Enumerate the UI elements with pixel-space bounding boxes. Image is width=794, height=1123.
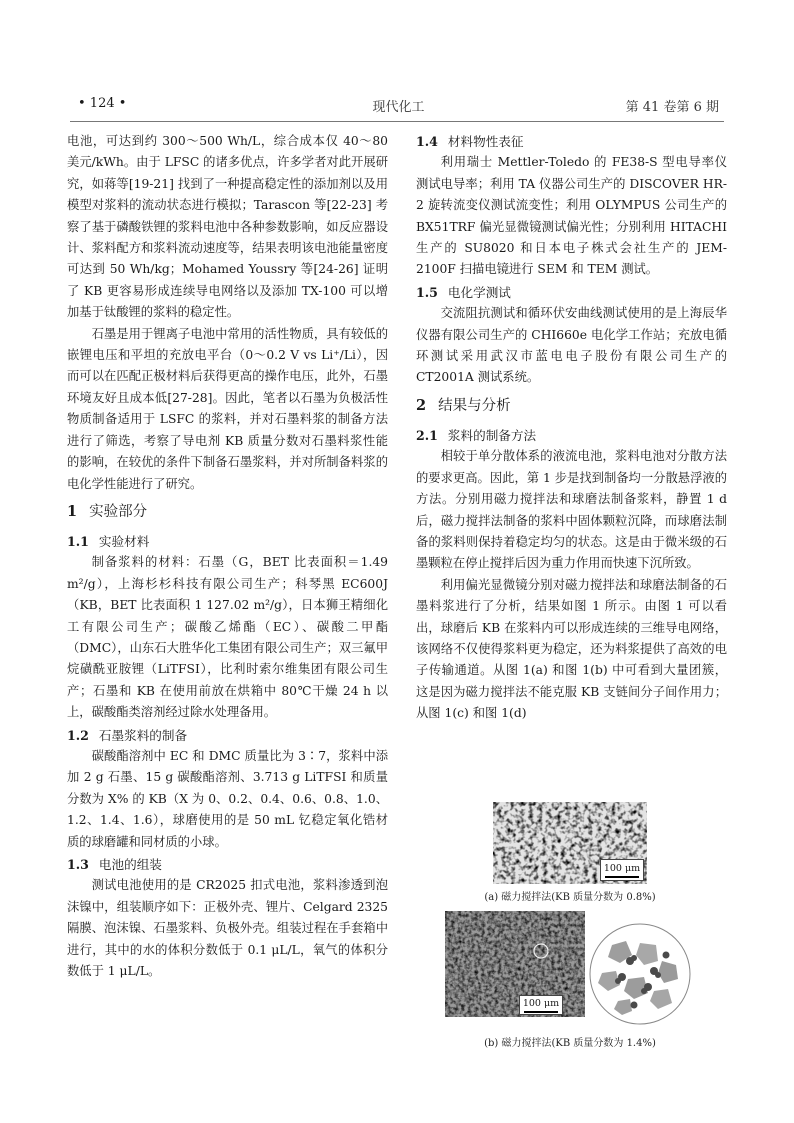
right-column [416, 131, 727, 725]
left-column [67, 131, 388, 982]
slurry-prep-paragraph: 碳酸酯溶剂中 EC 和 DMC 质量比为 3∶7，浆料中添加 2 g 石墨、15 g 碳酸酯溶剂、3.713 g LiTFSI 和质量分数为 X% 的 KB（X 为 0、0.2、0.4、0.6、0.8、1.0、1.2、1.4、1.6），球磨使用的是 50 mL 钇稳定氧化锆材质的球磨罐和同材质的小球。 [67, 748, 388, 849]
section-1-4-heading: 1.4 材料物性表征 [416, 134, 524, 149]
materials-paragraph: 制备浆料的材料：石墨（G，BET 比表面积＝1.49 m²/g），上海杉杉科技有限公司生产；科琴黑 EC600J（KB，BET 比表面积 1 127.02 m²/g），日本狮王精细化工有限公司生产；碳酸乙烯酯（EC）、碳酸二甲酯（DMC），山东石大胜华化工集团有限公司生产；双三氟甲烷磺酰亚胺锂（LiTFSI），比利时索尔维集团有限公司生产；石墨和 KB 在使用前放在烘箱中 80℃干燥 24 h 以上，碳酸酯类溶剂经过除水处理备用。 [67, 555, 388, 720]
header-rule [70, 121, 724, 122]
figure-caption-a: (a) 磁力搅拌法(KB 质量分数为 0.8%) [484, 892, 656, 903]
page-number: • 124 • [78, 96, 127, 111]
journal-name: 现代化工 [372, 100, 425, 115]
electrochem-paragraph: 交流阻抗测试和循环伏安曲线测试使用的是上海辰华仪器有限公司生产的 CHI660e 电化学工作站；充放电循环测试采用武汉市蓝电电子股份有限公司生产的 CT2001A 测试系统。 [416, 306, 727, 385]
characterization-paragraph: 利用瑞士 Mettler-Toledo 的 FE38-S 型电导率仪测试电导率；利用 TA 仪器公司生产的 DISCOVER HR-2 旋转流变仪测试流变性；利用 OLYMPUS 公司生产的 BX51TRF 偏光显微镜测试偏光性；分别利用 HITACHI 生产的 SU8020 和日本电子株式会社生产的 JEM-2100F 扫描电镜进行 SEM 和 TEM 测试。 [416, 155, 727, 277]
intro-paragraph: 电池，可达到约 300～500 Wh/L，综合成本仅 40～80 美元/kWh。由于 LFSC 的诸多优点，许多学者对此开展研究，如蒋等[19-21] 找到了一种提高稳定性的添加剂以及用模型对浆料的流动状态进行模拟；Tarascon 等[22-23] 考察了基于磷酸铁锂的浆料电池中各种参数影响，如反应器设计、浆料配方和浆料流动速度等，结果表明该电池能量密度可达到 50 Wh/kg；Mohamed Youssry 等[24-26] 证明了 KB 更容易形成连续导电网络以及添加 TX-100 可以增加基于钛酸锂的浆料的稳定性。 [67, 134, 388, 320]
page-header [78, 96, 719, 116]
section-1-1-heading: 1.1 实验材料 [67, 533, 150, 549]
scale-bar-b: 100 μm [519, 995, 563, 1015]
section-1-heading: 1 实验部分 [67, 502, 148, 520]
assembly-paragraph: 测试电池使用的是 CR2025 扣式电池，浆料渗透到泡沫镍中，组装顺序如下：正极外壳、锂片、Celgard 2325 隔膜、泡沫镍、石墨浆料、负极外壳。组装过程在手套箱中进行，其中的水的体积分数低于 0.1 μL/L，氧气的体积分数低于 1 μL/L。 [67, 878, 388, 979]
figure-caption-b: (b) 磁力搅拌法(KB 质量分数为 1.4%) [484, 1038, 656, 1049]
micrograph-b [445, 911, 585, 1017]
volume-issue: 第 41 卷第 6 期 [625, 100, 719, 115]
prep-method-paragraph-1: 相较于单分散体系的液流电池，浆料电池对分散方法的要求更高。因此，第 1 步是找到制备均一分散悬浮液的方法。分别用磁力搅拌法和球磨法制备浆料，静置 1 d 后，磁力搅拌法制备的浆料中固体颗粒沉降，而球磨法制备的浆料则保持着稳定均匀的状态。这是由于微米级的石墨颗粒在停止搅拌后因为重力作用而快速下沉所致。 [416, 449, 727, 571]
prep-method-paragraph-2: 利用偏光显微镜分别对磁力搅拌法和球磨法制备的石墨料浆进行了分析，结果如图 1 所示。由图 1 可以看出，球磨后 KB 在浆料内可以形成连续的三维导电网络，该网络不仅使得浆料更为稳定，还为料浆提供了高效的电子传输通道。从图 1(a) 和图 1(b) 中可看到大量团簇，这是因为磁力搅拌法不能克服 KB 支链间分子间作用力；从图 1(c) 和图 1(d) [416, 577, 727, 721]
section-2-heading: 2 结果与分析 [416, 396, 511, 414]
graphite-paragraph: 石墨是用于锂离子电池中常用的活性物质，具有较低的嵌锂电压和平坦的充放电平台（0～0.2 V vs Li⁺/Li），因而可以在匹配正极材料后获得更高的操作电压，此外，石墨环境友好且成本低[27-28]。因此，笔者以石墨为负极活性物质制备适用于 LSFC 的浆料，并对石墨料浆的制备方法进行了筛选，考察了导电剂 KB 质量分数对石墨料浆性能的影响，在较优的条件下制备石墨浆料，并对所制备料浆的电化学性能进行了研究。 [67, 326, 388, 491]
section-1-5-heading: 1.5 电化学测试 [416, 284, 511, 300]
section-1-2-heading: 1.2 石墨浆料的制备 [67, 727, 188, 743]
section-1-3-heading: 1.3 电池的组装 [67, 857, 162, 872]
kb-network-schematic-icon [584, 921, 696, 1027]
scale-bar-a: 100 μm [600, 859, 644, 881]
section-2-1-heading: 2.1 浆料的制备方法 [416, 427, 537, 443]
